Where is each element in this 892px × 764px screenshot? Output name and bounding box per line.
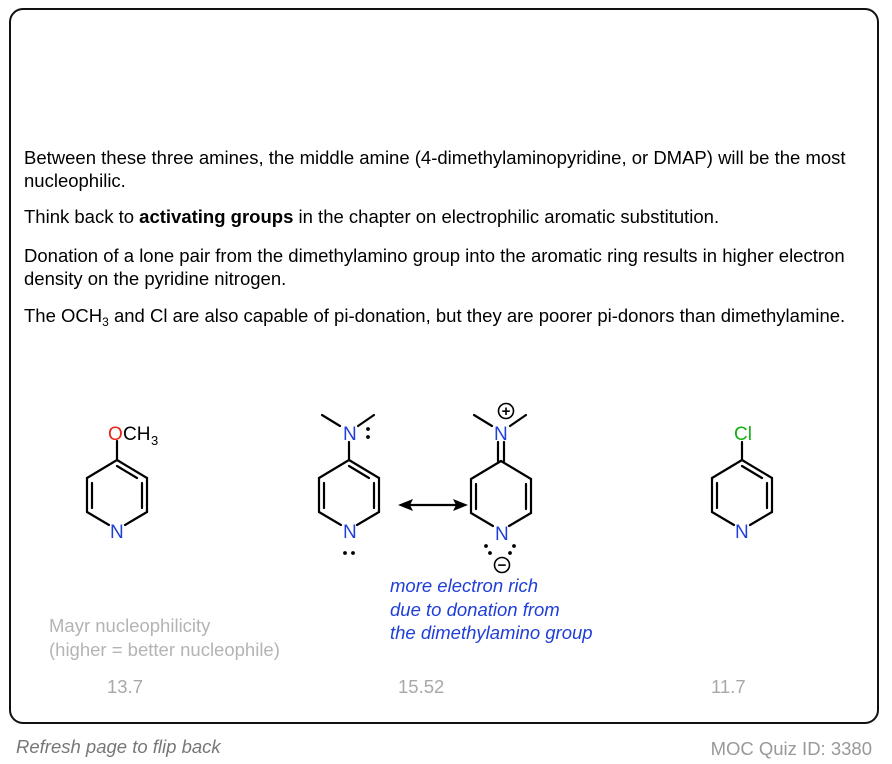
- chlorine-label: Cl: [734, 424, 752, 445]
- resonance-arrow: [398, 499, 468, 511]
- note-line-1: more electron rich: [390, 575, 539, 596]
- nitrogen-label-2: N: [343, 522, 357, 543]
- paragraph-1-text: Between these three amines, the middle amine (4-dimethylaminopyridine, or DMAP) will be the most nucleophilic.: [24, 147, 846, 191]
- activating-groups-bold: activating groups: [139, 206, 294, 227]
- paragraph-2-end: in the chapter on electrophilic aromatic substitution.: [293, 206, 720, 227]
- paragraph-2-start: Think back to: [24, 206, 140, 227]
- nitrogen-label-3: N: [495, 524, 509, 545]
- electron-rich-note: [390, 574, 593, 645]
- ch-label: CH: [123, 424, 151, 445]
- nitrogen-label-1: N: [110, 522, 124, 543]
- refresh-hint: Refresh page to flip back: [16, 736, 221, 757]
- quiz-id: MOC Quiz ID: 3380: [710, 738, 872, 759]
- note-line-2: due to donation from: [390, 598, 560, 620]
- ch3-subscript: 3: [151, 433, 159, 448]
- mayr-line-1: Mayr nucleophilicity: [49, 615, 211, 636]
- mayr-caption: [49, 614, 280, 661]
- paragraph-4-start: The OCH: [24, 305, 103, 326]
- nucleophilicity-value-methoxypyridine: 13.7: [107, 676, 144, 697]
- paragraph-3-text: Donation of a lone pair from the dimethylamino group into the aromatic ring results in higher electron density on the pyridine nitrogen.: [24, 245, 845, 289]
- chloropyridine-structure: [712, 442, 772, 525]
- paragraph-4-subscript: 3: [102, 315, 109, 329]
- minus-charge-label: −: [497, 557, 507, 574]
- paragraph-4-end: and Cl are also capable of pi-donation, but they are poorer pi-donors than dimethylamine.: [108, 305, 846, 326]
- nitrogen-label-nme2: N: [343, 424, 357, 445]
- methoxypyridine-structure: [87, 441, 147, 525]
- note-line-3: the dimethylamino group: [390, 622, 593, 643]
- nucleophilicity-value-dmap: 15.52: [398, 676, 445, 697]
- nucleophilicity-value-chloropyridine: 11.7: [711, 676, 746, 697]
- oxygen-label: O: [108, 424, 123, 445]
- nitrogen-label-4: N: [735, 522, 749, 543]
- plus-charge-label: +: [501, 403, 511, 420]
- mayr-line-2: (higher = better nucleophile): [49, 638, 280, 660]
- nitrogen-label-iminium: N: [494, 424, 508, 445]
